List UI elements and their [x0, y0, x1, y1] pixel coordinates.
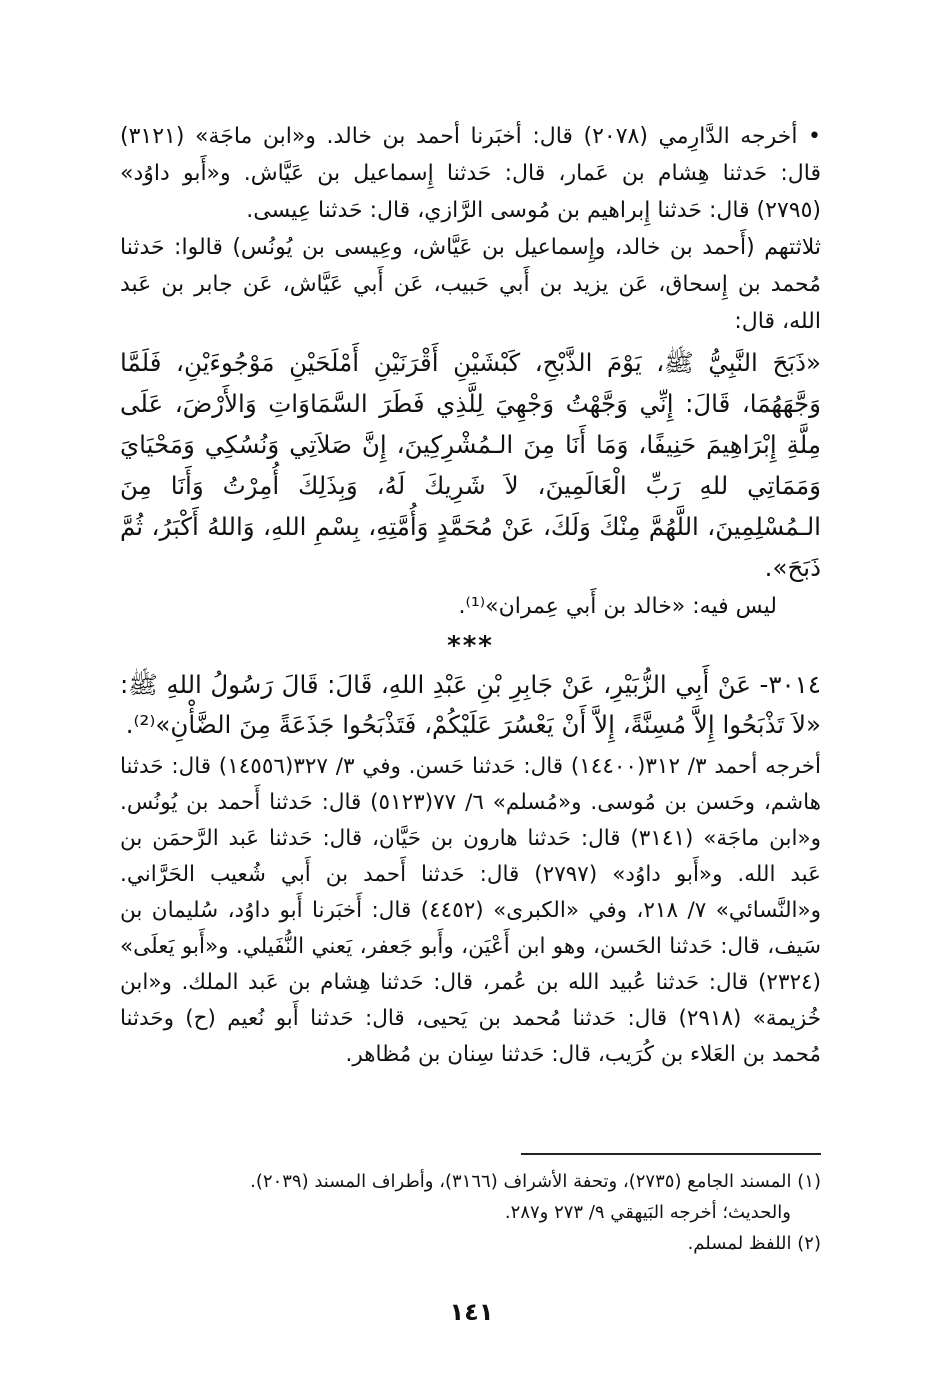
footnotes: [120, 1166, 821, 1259]
footnote-2: (٢) اللفظ لمسلم.: [687, 1233, 821, 1254]
hadith-note: ليس فيه: «خالد بن أَبي عِمران»⁽¹⁾.: [458, 594, 777, 619]
hadith-3014-text: عَنْ أَبِي الزُّبَيْرِ، عَنْ جَابِرِ بْنِ عَبْدِ اللهِ، قَالَ: قَالَ رَسُولُ اللهِ ﷺ: «لاَ تَذْبَحُوا إِلاَّ مُسِنَّةً، إِلاَّ أَنْ يَعْسُرَ عَلَيْكُمْ، فَتَذْبَحُوا جَذَعَةً مِنَ الضَّأْنِ»⁽²⁾.: [120, 670, 821, 739]
footnote-divider: [521, 1153, 821, 1155]
footnote-1-continued: والحديث؛ أخرجه البَيهقي ٩/ ٢٧٣ و٢٨٧.: [504, 1202, 791, 1223]
hadith-text: «ذَبَحَ النَّبِيُّ ﷺ، يَوْمَ الذَّبْحِ، كَبْشَيْنِ أَقْرَنَيْنِ أَمْلَحَيْنِ مَوْجُوءَيْنِ، فَلَمَّا وَجَّهَهُمَا، قَالَ: إِنِّي وَجَّهْتُ وَجْهِيَ لِلَّذِي فَطَرَ السَّمَاوَاتِ وَالأَرْضَ، عَلَى مِلَّةِ إِبْرَاهِيمَ حَنِيفًا، وَمَا أَنَا مِنَ الـمُشْرِكِينَ، إِنَّ صَلاَتِي وَنُسُكِي وَمَحْيَايَ وَمَمَاتِي للهِ رَبِّ الْعَالَمِينَ، لاَ شَرِيكَ لَهُ، وَبِذَلِكَ أُمِرْتُ وَأَنَا مِنَ الـمُسْلِمِينَ، اللَّهُمَّ مِنْكَ وَلَكَ، عَنْ مُحَمَّدٍ وَأُمَّتِهِ، بِسْمِ اللهِ، وَاللهُ أَكْبَرُ، ثُمَّ ذَبَحَ».: [120, 348, 821, 582]
takhrij-3014: أخرجه أحمد ٣/ ٣١٢(١٤٤٠٠) قال: حَدثنا حَسن. وفي ٣/ ٣٢٧(١٤٥٥٦) قال: حَدثنا هاشم، وحَسن بن مُوسى. و«مُسلم» ٦/ ٧٧(٥١٢٣) قال: حَدثنا أَحمد بن يُونُس. و«ابن ماجَة» (٣١٤١) قال: حَدثنا هارون بن حَيَّان، قال: حَدثنا عَبد الرَّحمَن بن عَبد الله. و«أَبو داوُد» (٢٧٩٧) قال: حَدثنا أَحمد بن أَبي شُعيب الحَرَّاني. و«النَّسائي» ٧/ ٢١٨، وفي «الكبرى» (٤٤٥٢) قال: أَخبَرنا أَبو داوُد، سُليمان بن سَيف، قال: حَدثنا الحَسن، وهو ابن أَعْيَن، وأَبو جَعفر، يَعني النُّفَيلي. و«أَبو يَعلَى» (٢٣٢٤) قال: حَدثنا عُبيد الله بن عُمر، قال: حَدثنا هِشام بن عَبد الملك. و«ابن خُزيمة» (٢٩١٨) قال: حَدثنا مُحمد بن يَحيى، قال: حَدثنا أَبو نُعيم (ح) وحَدثنا مُحمد بن العَلاء بن كُرَيب، قال: حَدثنا سِنان بن مُظاهر.: [120, 754, 822, 1067]
main-text: [120, 118, 821, 1073]
takhrij-paragraph: • أخرجه الدَّارِمي (٢٠٧٨) قال: أخبَرنا أحمد بن خالد. و«ابن ماجَة» (٣١٢١) قال: حَدثنا هِشام بن عَمار، قال: حَدثنا إِسماعيل بن عَيَّاش. و«أَبو داوُد» (٢٧٩٥) قال: حَدثنا إِبراهيم بن مُوسى الرَّازي، قال: حَدثنا عِيسى.: [120, 124, 821, 223]
isnad-paragraph: ثلاثتهم (أَحمد بن خالد، وإِسماعيل بن عَيَّاش، وعِيسى بن يُونُس) قالوا: حَدثنا مُحمد بن إِسحاق، عَن يزيد بن أَبي حَبيب، عَن أَبي عَيَّاش، عَن جابر بن عَبد الله، قال:: [120, 235, 821, 334]
section-separator: ***: [447, 631, 494, 661]
hadith-number: ٣٠١٤-: [759, 670, 821, 699]
footnote-1: (١) المسند الجامع (٢٧٣٥)، وتحفة الأشراف (٣١٦٦)، وأطراف المسند (٢٠٣٩).: [250, 1171, 821, 1192]
page-number: ١٤١: [449, 1298, 494, 1326]
hadith-3014: [120, 665, 821, 745]
